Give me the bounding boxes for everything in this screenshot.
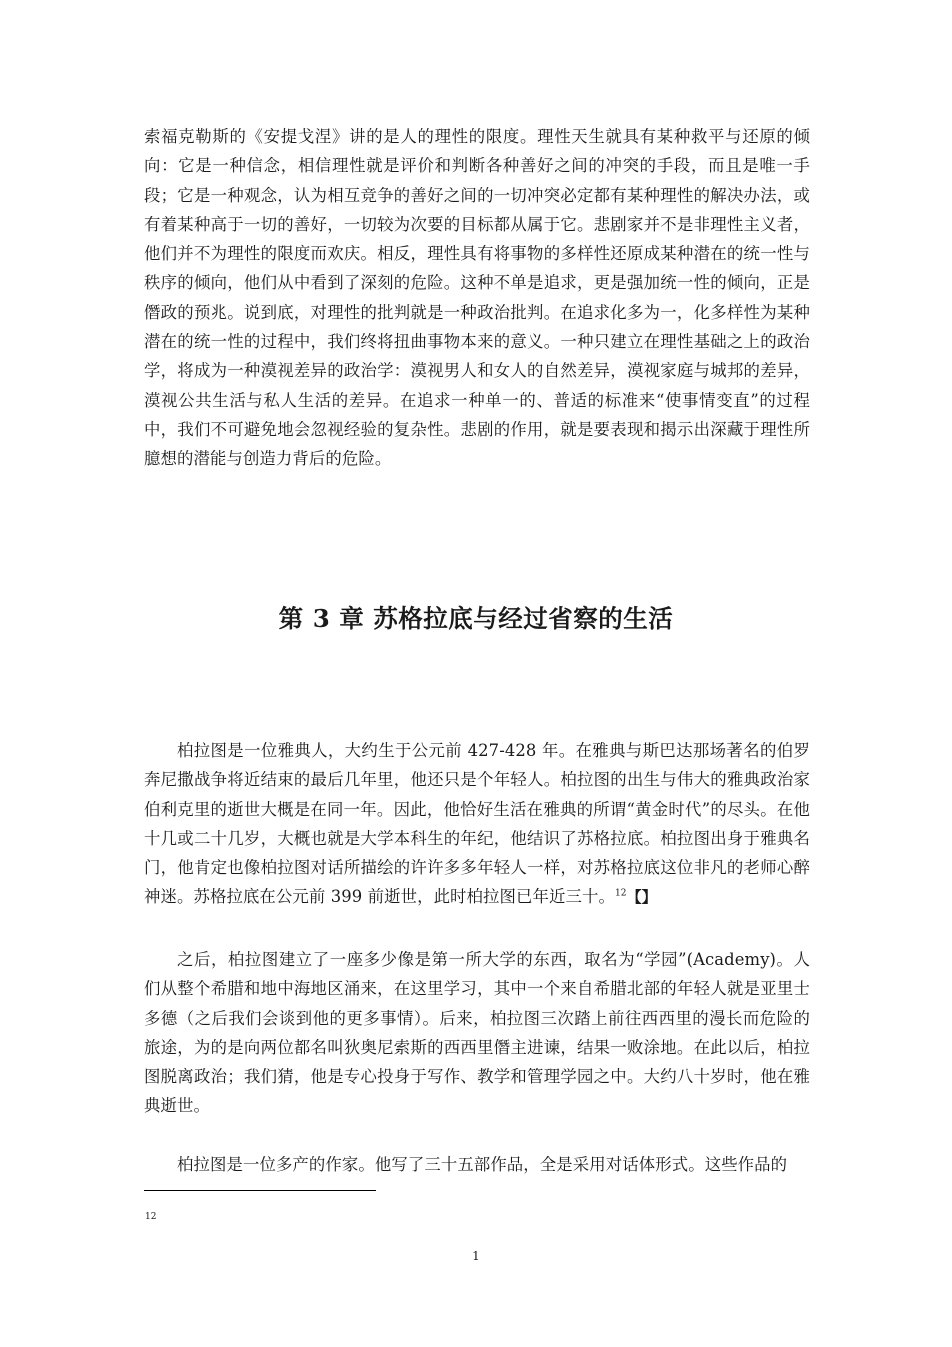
footnote-reference[interactable]: 12 [614,889,627,900]
bracket-marker: 【】 [626,888,657,907]
footnote-divider [144,1190,376,1191]
body-paragraph-2: 之后，柏拉图建立了一座多少像是第一所大学的东西，取名为“学园”(Academy)。人们从整个希腊和地中海地区涌来，在这里学习，其中一个来自希腊北部的年轻人就是亚里士多德（之后我们会谈到他的更多事情）。后来，柏拉图三次踏上前往西西里的漫长而危险的旅途，为的是向两位都名叫狄奥尼索斯的西西里僭主进谏，结果一败涂地。在此以后，柏拉图脱离政治；我们猜，他是专心投身于写作、教学和管理学园之中。大约八十岁时，他在雅典逝世。 [144,950,810,1116]
intro-paragraph: 索福克勒斯的《安提戈涅》讲的是人的理性的限度。理性天生就具有某种救平与还原的倾向：它是一种信念，相信理性就是评价和判断各种善好之间的冲突的手段，而且是唯一手段；它是一种观念，认为相互竞争的善好之间的一切冲突必定都有某种理性的解决办法，或有着某种高于一切的善好，一切较为次要的目标都从属于它。悲剧家并不是非理性主义者，他们并不为理性的限度而欢庆。相反，理性具有将事物的多样性还原成某种潜在的统一性与秩序的倾向，他们从中看到了深刻的危险。这种不单是追求，更是强加统一性的倾向，正是僭政的预兆。说到底，对理性的批判就是一种政治批判。在追求化多为一，化多样性为某种潜在的统一性的过程中，我们终将扭曲事物本来的意义。一种只建立在理性基础之上的政治学，将成为一种漠视差异的政治学：漠视男人和女人的自然差异，漠视家庭与城邦的差异，漠视公共生活与私人生活的差异。在追求一种单一的、普适的标准来“使事情变直”的过程中，我们不可避免地会忽视经验的复杂性。悲剧的作用，就是要表现和揭示出深藏于理性所臆想的潜能与创造力背后的危险。 [144,127,810,469]
body-paragraph-1-text: 柏拉图是一位雅典人，大约生于公元前 427-428 年。在雅典与斯巴达那场著名的伯罗奔尼撒战争将近结束的最后几年里，他还只是个年轻人。柏拉图的出生与伟大的雅典政治家伯利克里的逝世大概是在同一年。因此，他恰好生活在雅典的所谓“黄金时代”的尽头。在他十几或二十几岁，大概也就是大学本科生的年纪，他结识了苏格拉底。柏拉图出身于雅典名门，他肯定也像柏拉图对话所描绘的许许多多年轻人一样，对苏格拉底这位非凡的老师心醉神迷。苏格拉底在公元前 399 前逝世，此时柏拉图已年近三十。 [144,741,810,907]
footnote-number: 12 [145,1212,157,1222]
chapter-title: 第 3 章 苏格拉底与经过省察的生活 [278,604,674,633]
page-number: 1 [472,1249,480,1263]
body-paragraph-1 [144,736,810,913]
body-paragraph-3: 柏拉图是一位多产的作家。他写了三十五部作品，全是采用对话体形式。这些作品的 [177,1155,788,1174]
